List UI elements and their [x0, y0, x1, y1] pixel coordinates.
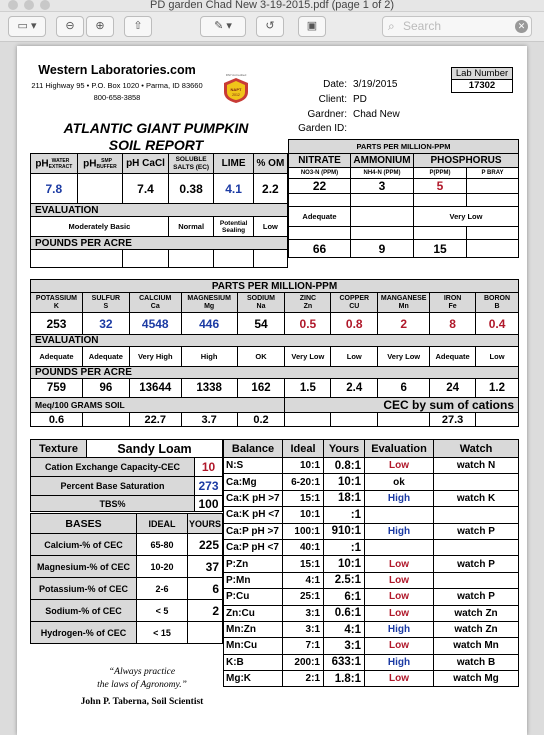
balance-evaluation: ok: [365, 474, 434, 490]
date-value: 3/19/2015: [353, 79, 398, 90]
balance-yours: 4:1: [324, 621, 365, 637]
nutrient-header: BORON B: [476, 293, 519, 313]
balance-evaluation: Low: [365, 605, 434, 621]
lime-evaluation: Potential Sealing: [214, 217, 253, 237]
balance-ideal-header: Ideal: [283, 440, 324, 458]
balance-evaluation: High: [365, 490, 434, 506]
search-input[interactable]: [382, 16, 532, 37]
nitrate-evaluation: Adequate: [289, 207, 351, 227]
balance-name: Ca:K pH >7: [224, 490, 283, 506]
nutrient-value: 0.8: [331, 313, 378, 335]
base-yours: 2: [188, 600, 223, 622]
toolbox-icon: ▣: [306, 20, 318, 32]
soluble-salts-header: SOLUBLE SALTS (EC): [168, 154, 214, 174]
balance-evaluation: Low: [365, 556, 434, 572]
pppm-subheader: P(PPM): [414, 168, 467, 179]
ph-cacl-header: pH CaCl: [123, 154, 169, 174]
base-ideal: 10-20: [137, 556, 188, 578]
pdf-page: [17, 46, 527, 735]
window-titlebar: [0, 0, 544, 12]
nutrient-value: 0.4: [476, 313, 519, 335]
evaluation-header: EVALUATION: [31, 204, 288, 217]
base-yours: [188, 622, 223, 644]
balance-name: Ca:Mg: [224, 474, 283, 490]
client-label: Client:: [318, 94, 347, 105]
balance-watch: [434, 539, 519, 555]
balance-yours: 6:1: [324, 589, 365, 605]
nutrient-ppa: 1338: [181, 379, 237, 398]
nutrient-value: 4548: [129, 313, 181, 335]
nutrient-evaluation: Adequate: [82, 347, 129, 367]
nutrient-ppa: 759: [31, 379, 83, 398]
ph-smp-header: pH SMP BUFFER: [77, 154, 123, 174]
balance-ideal: 10:1: [283, 507, 324, 523]
search-placeholder: Search: [403, 19, 442, 33]
nutrient-value: 8: [430, 313, 476, 335]
balance-evaluation: High: [365, 621, 434, 637]
nutrient-ppa: 2.4: [331, 379, 378, 398]
om-value: 2.2: [253, 174, 287, 204]
nutrient-evaluation: Adequate: [31, 347, 83, 367]
napt-seal-logo: [221, 72, 251, 104]
cacl-value: 7.4: [123, 174, 169, 204]
base-ideal: 65-80: [137, 534, 188, 556]
nutrient-value: 0.5: [285, 313, 331, 335]
quote-line1: “Always practice: [108, 667, 176, 677]
balance-yours: :1: [324, 539, 365, 555]
gardner-value: Chad New: [353, 109, 400, 120]
phosphorus-evaluation: Very Low: [414, 207, 519, 227]
base-name: Magnesium-% of CEC: [31, 556, 137, 578]
clear-search-icon[interactable]: ✕: [515, 20, 528, 33]
ammonium-evaluation: [351, 207, 414, 227]
balance-ideal: 15:1: [283, 556, 324, 572]
meq-empty: [331, 413, 378, 427]
balance-watch: [434, 474, 519, 490]
balance-ideal: 15:1: [283, 490, 324, 506]
pbray-value: [467, 179, 519, 194]
balance-watch: watch Mn: [434, 638, 519, 654]
date-label: Date:: [323, 79, 347, 90]
quote-line2: the laws of Agronomy.”: [97, 680, 187, 690]
base-yours: 225: [188, 534, 223, 556]
nutrient-value: 446: [181, 313, 237, 335]
garden-id-label: Garden ID:: [298, 123, 347, 134]
meq-value: 22.7: [129, 413, 181, 427]
phosphorus-header: PHOSPHORUS: [414, 154, 519, 168]
svg-text:NAPT: NAPT: [230, 87, 242, 92]
lab-number-value: 17302: [468, 80, 496, 91]
balance-name: Mn:Zn: [224, 621, 283, 637]
balance-yours: 18:1: [324, 490, 365, 506]
ammonium-value: 3: [351, 179, 414, 194]
bases-header: BASES: [31, 514, 137, 534]
signature: John P. Taberna, Soil Scientist: [80, 697, 204, 707]
balance-watch: watch Zn: [434, 605, 519, 621]
balance-yours-header: Yours: [324, 440, 365, 458]
nutrient-value: 54: [237, 313, 285, 335]
balance-evaluation: Low: [365, 638, 434, 654]
balance-name: N:S: [224, 458, 283, 474]
base-ideal: < 5: [137, 600, 188, 622]
svg-text:PAP Accredited: PAP Accredited: [225, 73, 247, 77]
toolbox-button[interactable]: [298, 16, 326, 37]
balance-watch: watch Zn: [434, 621, 519, 637]
lab-number-label: Lab Number: [452, 68, 512, 80]
nutrient-header: ZINC Zn: [285, 293, 331, 313]
balance-yours: 10:1: [324, 556, 365, 572]
nutrient-ppa: 1.5: [285, 379, 331, 398]
nitrate-header: NITRATE: [289, 154, 351, 168]
salts-evaluation: Normal: [168, 217, 214, 237]
balance-name: P:Cu: [224, 589, 283, 605]
report-title-line2: SOIL REPORT: [108, 137, 204, 153]
balance-watch: watch P: [434, 523, 519, 539]
markup-button[interactable]: [200, 16, 246, 37]
balance-ideal: 10:1: [283, 458, 324, 474]
lab-address: 211 Highway 95 • P.O. Box 1020 • Parma, ID 83660: [31, 81, 203, 90]
cec-sum-header: CEC by sum of cations: [285, 398, 519, 413]
window-title: PD garden Chad New 3-19-2015.pdf (page 1 of 2): [150, 0, 394, 11]
balance-ideal: 3:1: [283, 605, 324, 621]
zoom-out-button[interactable]: [56, 16, 84, 37]
balance-evaluation: [365, 507, 434, 523]
ph-evaluation: Moderately Basic: [31, 217, 169, 237]
zoom-in-button[interactable]: [86, 16, 114, 37]
balance-watch: watch K: [434, 490, 519, 506]
balance-watch: watch B: [434, 654, 519, 670]
base-ideal: < 15: [137, 622, 188, 644]
balance-yours: :1: [324, 507, 365, 523]
pbray-ppa: [467, 240, 519, 258]
balance-name: Mn:Cu: [224, 638, 283, 654]
ppm-header-top: PARTS PER MILLION-PPM: [289, 140, 519, 154]
nutrient-evaluation: OK: [237, 347, 285, 367]
zoom-in-icon: ⊕: [95, 20, 105, 32]
nutrient-ppa: 1.2: [476, 379, 519, 398]
nutrient-ppa: 24: [430, 379, 476, 398]
meq-empty: [476, 413, 519, 427]
smp-value: [77, 174, 123, 204]
balance-name: Ca:P pH <7: [224, 539, 283, 555]
nh4-subheader: NH4-N (PPM): [351, 168, 414, 179]
nutrient-header: CALCIUM Ca: [129, 293, 181, 313]
texture-value: Sandy Loam: [87, 440, 223, 458]
texture-table: [30, 439, 223, 512]
balance-ideal: 25:1: [283, 589, 324, 605]
nutrient-header: MANGANESE Mn: [378, 293, 430, 313]
ph-water-header: pH WATER EXTRACT: [31, 154, 78, 174]
balance-watch: watch P: [434, 589, 519, 605]
client-value: PD: [353, 94, 367, 105]
pbs-label: Percent Base Saturation: [31, 477, 195, 496]
balance-table: [223, 439, 519, 687]
balance-watch: watch P: [434, 556, 519, 572]
balance-evaluation: High: [365, 523, 434, 539]
base-name: Calcium-% of CEC: [31, 534, 137, 556]
balance-watch: watch Mg: [434, 671, 519, 687]
svg-text:2012: 2012: [232, 93, 240, 97]
ammonium-ppa: 9: [351, 240, 414, 258]
meq-value: 0.2: [237, 413, 285, 427]
ph-value: 7.8: [31, 174, 78, 204]
nutrient-table: [30, 279, 519, 427]
ppm-header-mid: PARTS PER MILLION-PPM: [31, 280, 519, 293]
balance-evaluation: Low: [365, 671, 434, 687]
om-evaluation: Low: [253, 217, 287, 237]
no3-subheader: NO3-N (PPM): [289, 168, 351, 179]
rotate-icon: ↺: [265, 20, 275, 32]
nutrient-header: SULFUR S: [82, 293, 129, 313]
texture-label: Texture: [31, 440, 87, 458]
balance-evaluation: High: [365, 654, 434, 670]
sidebar-toggle-button[interactable]: [8, 16, 46, 37]
om-header: % OM: [253, 154, 287, 174]
nutrient-evaluation: Adequate: [430, 347, 476, 367]
base-ideal: 2-6: [137, 578, 188, 600]
minimize-window-button[interactable]: [24, 0, 34, 10]
nitrate-ppa: 66: [289, 240, 351, 258]
phosphorus-ppa: 15: [414, 240, 467, 258]
nutrient-ppa-header: POUNDS PER ACRE: [31, 367, 519, 379]
balance-name: P:Zn: [224, 556, 283, 572]
balance-evaluation: Low: [365, 572, 434, 588]
share-button[interactable]: [124, 16, 152, 37]
share-icon: ⇧: [133, 20, 143, 32]
balance-yours: 0.8:1: [324, 458, 365, 474]
pounds-per-acre-header: POUNDS PER ACRE: [31, 237, 288, 250]
sidebar-icon: ▭ ▾: [17, 20, 37, 32]
balance-yours: 10:1: [324, 474, 365, 490]
zoom-out-icon: ⊖: [65, 20, 75, 32]
balance-ideal: 40:1: [283, 539, 324, 555]
balance-yours: 3:1: [324, 638, 365, 654]
nutrient-ppa: 6: [378, 379, 430, 398]
tbs-value: 100: [195, 496, 223, 512]
balance-yours: 1.8:1: [324, 671, 365, 687]
zoom-window-button[interactable]: [40, 0, 50, 10]
base-name: Sodium-% of CEC: [31, 600, 137, 622]
balance-evaluation-header: Evaluation: [365, 440, 434, 458]
bases-ideal-header: IDEAL: [137, 514, 188, 534]
nutrient-evaluation: Very Low: [378, 347, 430, 367]
ammonium-header: AMMONIUM: [351, 154, 414, 168]
balance-evaluation: Low: [365, 458, 434, 474]
balance-watch: [434, 507, 519, 523]
base-name: Hydrogen-% of CEC: [31, 622, 137, 644]
balance-name: Ca:P pH >7: [224, 523, 283, 539]
nutrient-header: COPPER CU: [331, 293, 378, 313]
nutrient-header: MAGNESIUM Mg: [181, 293, 237, 313]
meq-value: [82, 413, 129, 427]
balance-watch: [434, 572, 519, 588]
meq-header: Meq/100 GRAMS SOIL: [31, 398, 285, 413]
balance-ideal: 200:1: [283, 654, 324, 670]
balance-watch: watch N: [434, 458, 519, 474]
balance-evaluation: [365, 539, 434, 555]
report-title-line1: ATLANTIC GIANT PUMPKIN: [63, 120, 249, 136]
lime-header: LIME: [214, 154, 253, 174]
meq-empty: [378, 413, 430, 427]
nutrient-evaluation: High: [181, 347, 237, 367]
balance-name: Mg:K: [224, 671, 283, 687]
balance-yours: 910:1: [324, 523, 365, 539]
toolbar: [0, 12, 544, 42]
nutrient-evaluation: Very Low: [285, 347, 331, 367]
balance-watch-header: Watch: [434, 440, 519, 458]
nutrient-evaluation: Low: [331, 347, 378, 367]
nutrient-header: POTASSIUM K: [31, 293, 83, 313]
gardner-label: Gardner:: [307, 109, 347, 120]
salts-value: 0.38: [168, 174, 214, 204]
balance-name: P:Mn: [224, 572, 283, 588]
balance-name: Ca:K pH <7: [224, 507, 283, 523]
balance-name: Zn:Cu: [224, 605, 283, 621]
bases-table: [30, 513, 223, 644]
nutrient-value: 2: [378, 313, 430, 335]
nitrate-value: 22: [289, 179, 351, 194]
nutrient-header: SODIUM Na: [237, 293, 285, 313]
lab-number-box: [451, 67, 513, 93]
nutrient-evaluation: Very High: [129, 347, 181, 367]
nutrient-header: IRON Fe: [430, 293, 476, 313]
close-window-button[interactable]: [8, 0, 18, 10]
nutrient-ppa: 162: [237, 379, 285, 398]
balance-evaluation: Low: [365, 589, 434, 605]
base-name: Potassium-% of CEC: [31, 578, 137, 600]
meq-value: 3.7: [181, 413, 237, 427]
balance-header: Balance: [224, 440, 283, 458]
cec-sum-value: 27.3: [430, 413, 476, 427]
lab-name: Western Laboratories.com: [38, 63, 196, 77]
rotate-button[interactable]: [256, 16, 284, 37]
nitrogen-phosphorus-table: [288, 139, 519, 258]
lime-value: 4.1: [214, 174, 253, 204]
base-yours: 37: [188, 556, 223, 578]
balance-yours: 0.6:1: [324, 605, 365, 621]
balance-name: K:B: [224, 654, 283, 670]
pen-icon: ✎ ▾: [214, 20, 232, 32]
tbs-label: TBS%: [31, 496, 195, 512]
nutrient-ppa: 13644: [129, 379, 181, 398]
balance-ideal: 6-20:1: [283, 474, 324, 490]
cec-label: Cation Exchange Capacity-CEC: [31, 458, 195, 477]
bases-yours-header: YOURS: [188, 514, 223, 534]
nutrient-evaluation-header: EVALUATION: [31, 335, 519, 347]
balance-yours: 633:1: [324, 654, 365, 670]
meq-value: 0.6: [31, 413, 83, 427]
phosphorus-value: 5: [414, 179, 467, 194]
nutrient-evaluation: Low: [476, 347, 519, 367]
balance-yours: 2.5:1: [324, 572, 365, 588]
lab-phone: 800-658-3858: [93, 93, 141, 102]
pbs-value: 273: [195, 477, 223, 496]
balance-ideal: 100:1: [283, 523, 324, 539]
pbray-subheader: P BRAY: [467, 168, 519, 179]
balance-ideal: 7:1: [283, 638, 324, 654]
nutrient-value: 32: [82, 313, 129, 335]
nutrient-value: 253: [31, 313, 83, 335]
balance-ideal: 2:1: [283, 671, 324, 687]
nutrient-ppa: 96: [82, 379, 129, 398]
base-yours: 6: [188, 578, 223, 600]
balance-ideal: 4:1: [283, 572, 324, 588]
balance-ideal: 3:1: [283, 621, 324, 637]
search-icon: ⌕: [388, 19, 395, 33]
ph-table: [30, 153, 288, 268]
meq-empty: [285, 413, 331, 427]
cec-value: 10: [195, 458, 223, 477]
